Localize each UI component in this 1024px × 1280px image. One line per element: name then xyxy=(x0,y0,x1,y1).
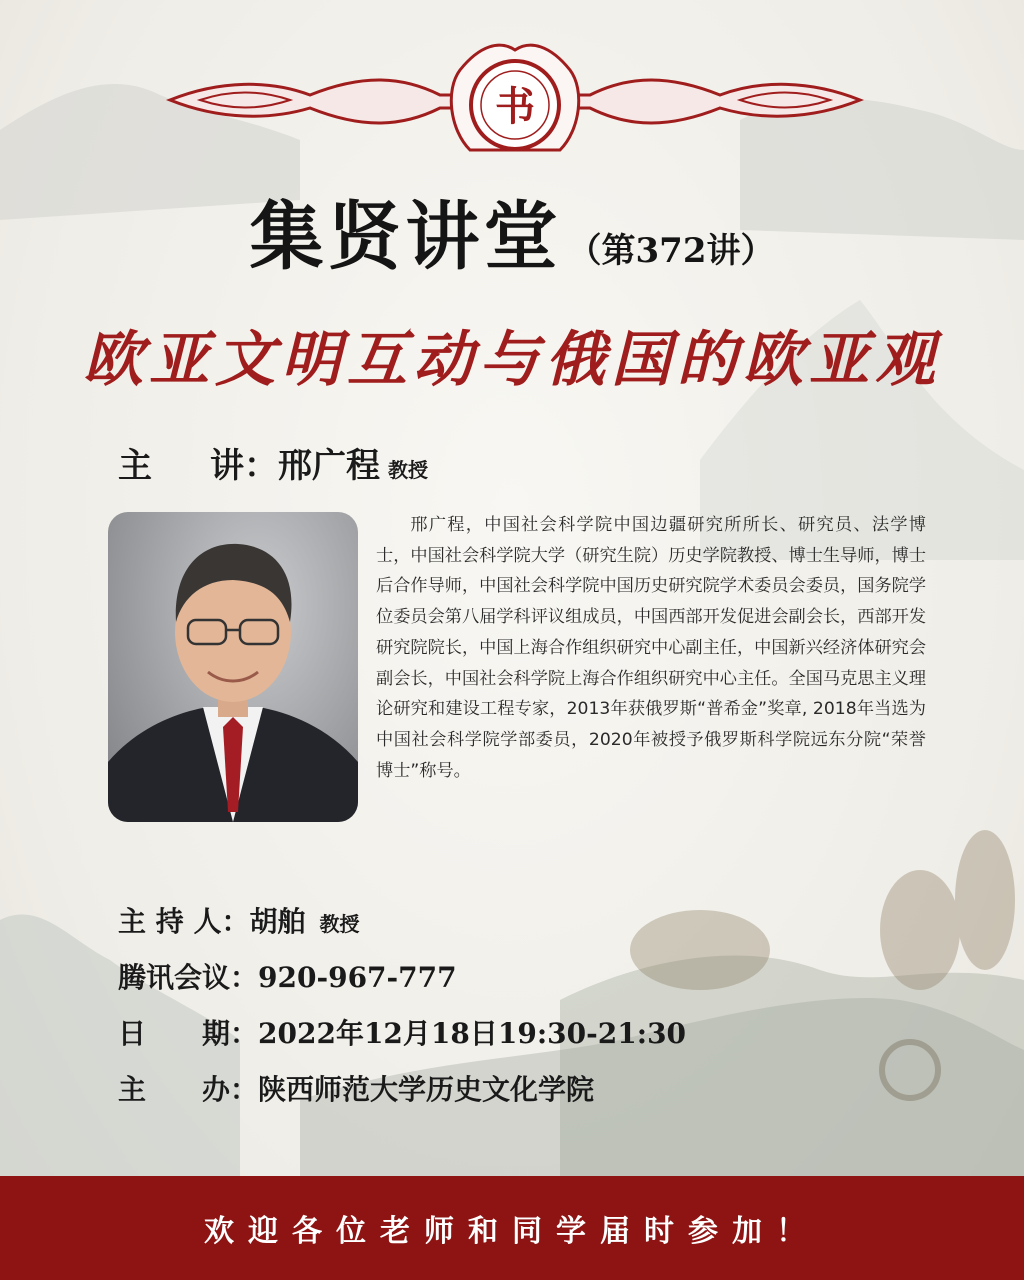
meeting-line xyxy=(118,956,457,996)
speaker-label-1: 主 xyxy=(118,446,152,486)
meeting-label: 腾讯会议： xyxy=(118,961,259,994)
lecture-number: （第372讲） xyxy=(567,231,775,271)
invitation-text: 欢迎各位老师和同学届时参加！ xyxy=(204,1214,820,1249)
lecture-series-title: 集贤讲堂 xyxy=(249,194,562,280)
svg-text:书: 书 xyxy=(495,83,535,130)
host-title: 教授 xyxy=(319,912,360,936)
meeting-id: 920-967-777 xyxy=(258,961,457,994)
speaker-name: 邢广程 xyxy=(278,446,380,486)
lotus-cloud-emblem xyxy=(160,40,870,170)
speaker-line xyxy=(118,438,428,487)
host-line xyxy=(118,900,360,940)
host-name: 胡舶 xyxy=(249,905,306,938)
date-label: 日 期： xyxy=(118,1017,259,1050)
date-value: 2022年12月18日19:30-21:30 xyxy=(258,1017,687,1050)
organizer-value: 陕西师范大学历史文化学院 xyxy=(258,1073,595,1106)
header xyxy=(0,178,1024,284)
organizer-line xyxy=(118,1068,594,1108)
speaker-label-2: 讲： xyxy=(210,446,278,486)
speaker-bio: 邢广程，中国社会科学院中国边疆研究所所长、研究员、法学博士，中国社会科学院大学（研究生院）历史学院教授、博士生导师，博士后合作导师，中国社会科学院中国历史研究院学术委员会委员，国务院学位委员会第八届学科评议组成员，中国西部开发促进会副会长，西部开发研究院院长，中国上海合作组织研究中心副主任，中国新兴经济体研究会副会长，中国社会科学院上海合作组织研究中心主任。全国马克思主义理论研究和建设工程专家，2013年获俄罗斯“普希金”奖章, 2018年当选为中国社会科学院学部委员，2020年被授予俄罗斯科学院远东分院“荣誉博士”称号。 xyxy=(376,515,927,781)
organizer-label: 主 办： xyxy=(118,1073,259,1106)
host-label: 主 持 人： xyxy=(118,905,250,938)
speaker-title: 教授 xyxy=(388,458,428,482)
lecture-topic: 欧亚文明互动与俄国的欧亚观 xyxy=(83,325,941,395)
speaker-photo xyxy=(108,512,358,822)
date-line xyxy=(118,1012,686,1052)
